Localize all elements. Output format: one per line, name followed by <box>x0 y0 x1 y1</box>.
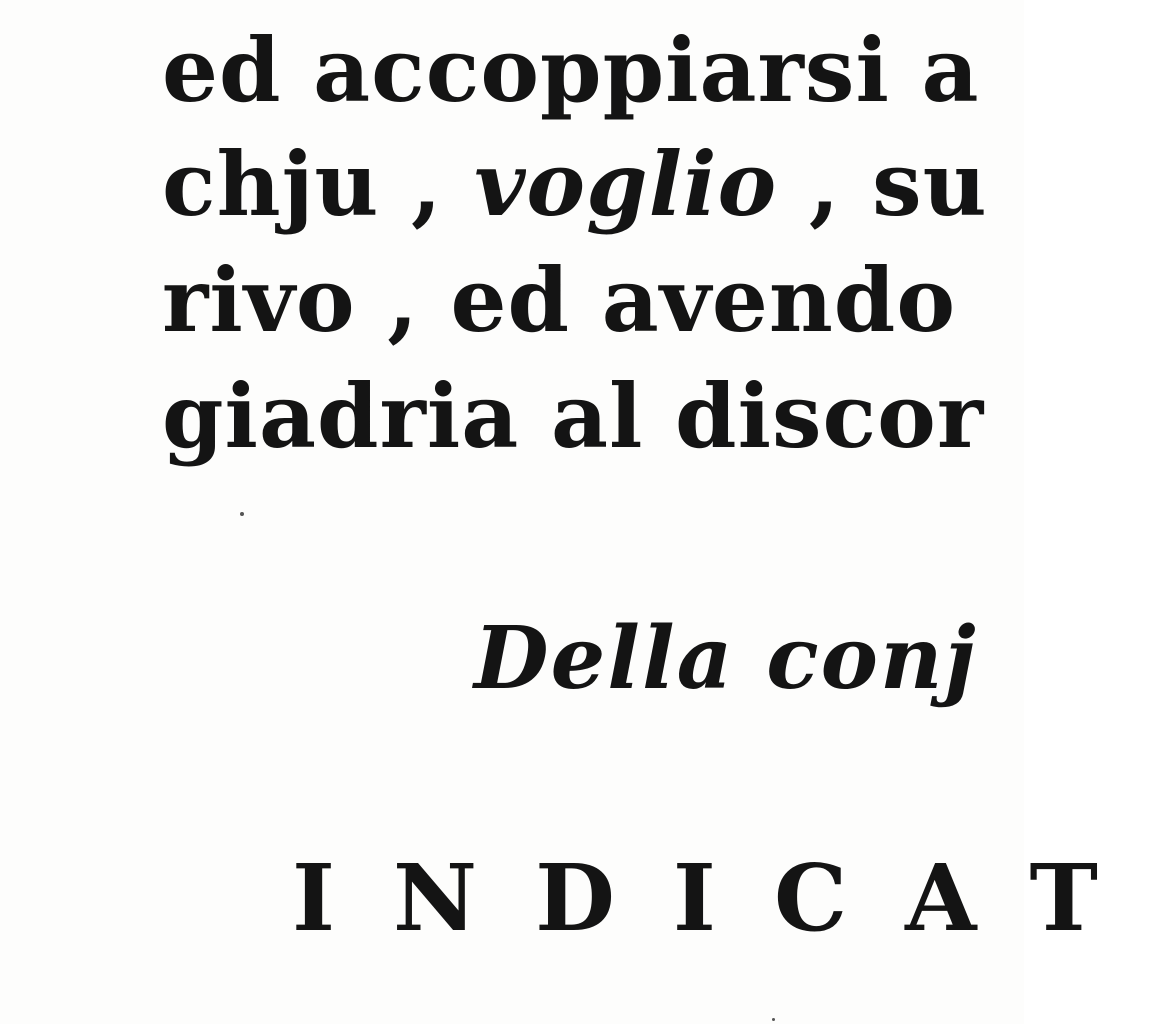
italic-word: voglio <box>474 132 778 236</box>
text-line-4: giadria al discor <box>162 364 985 468</box>
text-line-1: ed accoppiarsi a <box>162 18 980 122</box>
text-line-3: rivo , ed avendo <box>162 248 957 352</box>
text-line-2-end: , su <box>808 132 988 236</box>
section-title: INDICAT <box>292 844 1156 952</box>
ink-speck <box>772 1018 775 1021</box>
section-subheading: Della conj <box>474 608 978 709</box>
text-line-2-start: chju , <box>162 132 443 236</box>
text-line-2 <box>162 132 988 236</box>
ink-speck <box>240 512 244 516</box>
